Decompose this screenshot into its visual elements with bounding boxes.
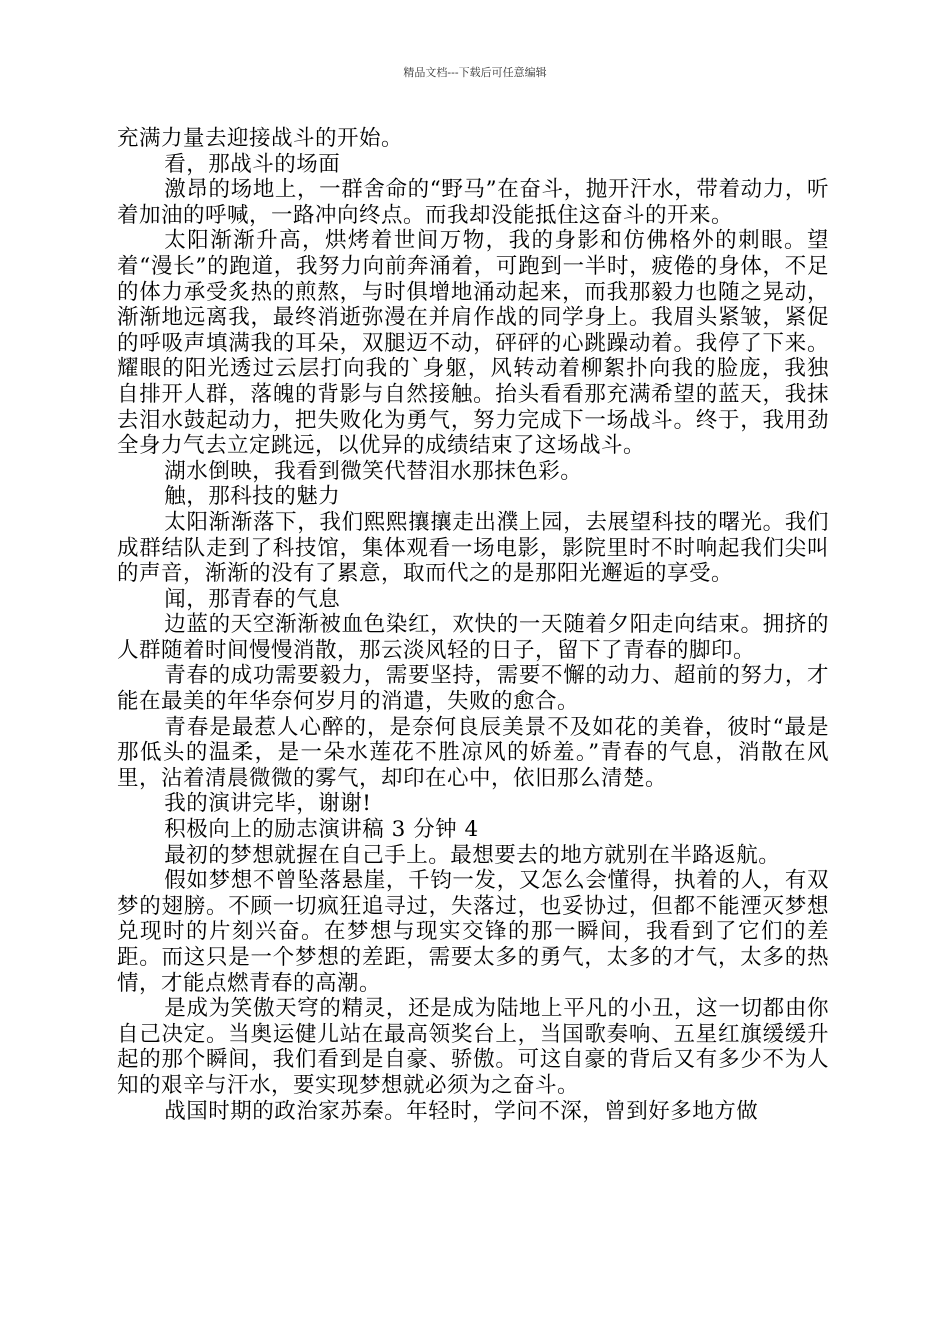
paragraph: 太阳渐渐升高，烘烤着世间万物，我的身影和仿佛格外的刺眼。望着“漫长”的跑道，我努力向前奔涌着，可跑到一半时，疲倦的身体，不足的体力承受炙热的煎熬，与时俱增地涌动起来，而我那毅力也随之晃动，渐渐地远离我，最终消逝弥漫在并肩作战的同学身上。我眉头紧皱，紧促的呼吸声填满我的耳朵，双腿迈不动，砰砰的心跳躁动着。我停了下来。耀眼的阳光透过云层打向我的`身躯，风转动着柳絮扑向我的脸庞，我独自排开人群，落魄的背影与自然接触。抬头看看那充满希望的蓝天，我抹去泪水鼓起动力，把失败化为勇气，努力完成下一场战斗。终于，我用劲全身力气去立定跳远，以优异的成绩结束了这场战斗。 [117,228,829,459]
paragraph: 战国时期的政治家苏秦。年轻时，学问不深，曾到好多地方做 [164,1098,759,1124]
paragraph: 最初的梦想就握在自己手上。最想要去的地方就别在半路返航。 [164,842,781,868]
paragraph: 边蓝的天空渐渐被血色染红，欢快的一天随着夕阳走向结束。拥挤的人群随着时间慢慢消散，那云淡风轻的日子，留下了青春的脚印。 [117,612,829,663]
paragraph: 青春的成功需要毅力，需要坚持，需要不懈的动力、超前的努力，才能在最美的年华奈何岁月的消遣，失败的愈合。 [117,663,829,715]
paragraph: 是成为笑傲天穹的精灵，还是成为陆地上平凡的小丑，这一切都由你自己决定。当奥运健儿站在最高领奖台上，当国歌奏响、五星红旗缓缓升起的那个瞬间，我们看到是自豪、骄傲。可这自豪的背后又有多少不为人知的艰辛与汗水，要实现梦想就必须为之奋斗。 [117,996,829,1098]
paragraph: 我的演讲完毕，谢谢! [164,791,372,817]
paragraph: 看，那战斗的场面 [164,151,341,177]
paragraph: 激昂的场地上，一群舍命的“野马”在奋斗，抛开汗水，带着动力，听着加油的呼喊，一路冲向终点。而我却没能抵住这奋斗的开来。 [117,177,829,228]
paragraph: 湖水倒映，我看到微笑代替泪水那抹色彩。 [164,458,583,484]
paragraph: 触，那科技的魅力 [164,484,341,510]
paragraph: 太阳渐渐落下，我们熙熙攘攘走出濮上园，去展望科技的曙光。我们成群结队走到了科技馆，集体观看一场电影，影院里时不时响起我们尖叫的声音，渐渐的没有了累意，取而代之的是那阳光邂逅的享受。 [117,509,829,587]
page-header: 精品文档---下载后可任意编辑 [403,66,547,79]
paragraph: 积极向上的励志演讲稿 3 分钟 4 [164,817,479,843]
paragraph: 充满力量去迎接战斗的开始。 [117,126,404,151]
paragraph: 青春是最惹人心醉的，是奈何良辰美景不及如花的美眷，彼时“最是那低头的温柔，是一朵水莲花不胜凉风的娇羞。”青春的气息，消散在风里，沾着清晨微微的雾气，却印在心中，依旧那么清楚。 [117,714,829,791]
document-body [117,126,829,1124]
paragraph: 闻，那青春的气息 [164,586,341,612]
paragraph: 假如梦想不曾坠落悬崖，千钧一发，又怎么会懂得，执着的人，有双梦的翅膀。不顾一切疯狂追寻过，失落过，也妥协过，但都不能湮灭梦想兑现时的片刻兴奋。在梦想与现实交锋的那一瞬间，我看到了它们的差距。而这只是一个梦想的差距，需要太多的勇气，太多的才气，太多的热情，才能点燃青春的高潮。 [117,868,829,996]
